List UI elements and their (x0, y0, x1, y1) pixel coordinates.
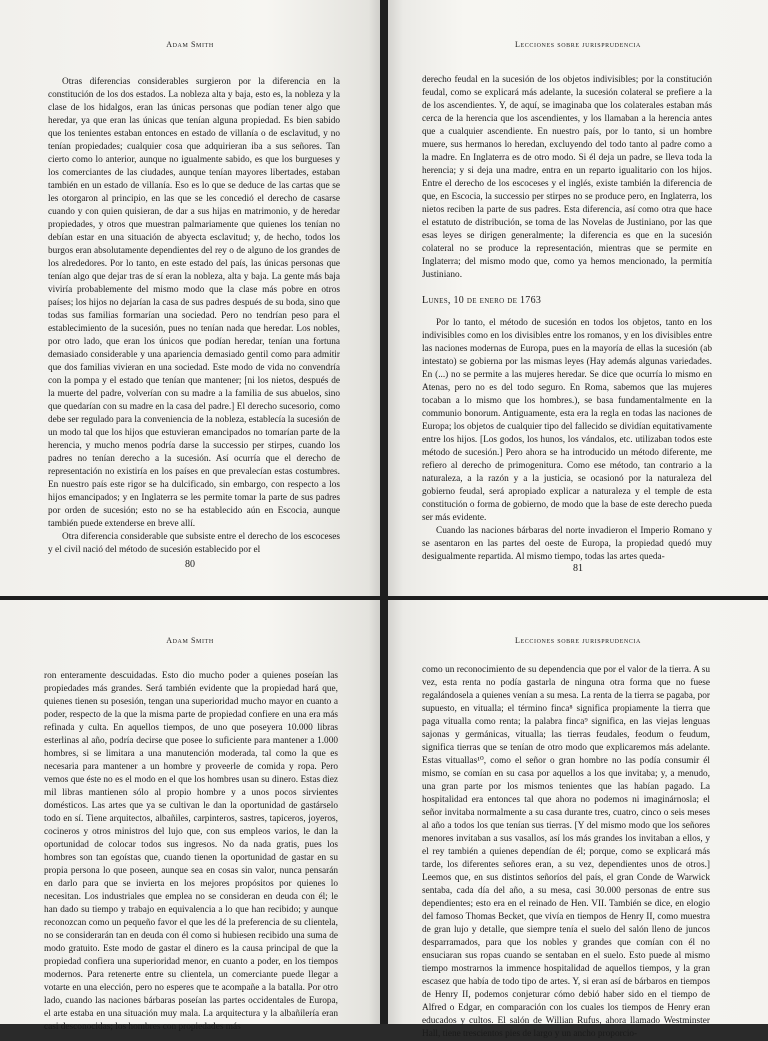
page-80 (0, 0, 380, 596)
running-head-right: Lecciones sobre jurisprudencia (515, 636, 641, 645)
paragraph: como un reconocimiento de su dependencia que por el valor de la tierra. A su vez, esta renta no podía gastarla de ninguna otra forma que no fuese regalándosela a quienes venían a su mesa. La renta de la tierra se pagaba, por supuesto, en vitualla; el término finca⁸ significa propiamente la tierra que paga vitualla como renta; la palabra finca⁹ significa, en las viejas lenguas sajonas y germánicas, vitualla; las tierras feudales, feodum o feudum, significa tierras que se tenían de otro modo que explicaremos más adelante. Estas vituallas¹⁰, como el señor o gran hombre no las podía consumir él mismo, se comían en su casa por aquellos a los que invitaba; y, a menudo, una gran parte por los mismos tenientes que las habían pagado. La hospitalidad era entonces tal que ahora no podemos ni imaginárnosla; el señor invitaba normalmente a su casa durante tres, cuatro, cinco o seis meses al año a todos los que tenían sus tierras. [Y del mismo modo que los señores menores invitaban a sus vasallos, así los más grandes los invitaban a ellos, y el rey también a quienes dependían de él; porque, como se explicará más tarde, los diferentes señores eran, a su vez, dependientes unos de otros.] Leemos que, en sus distintos señoríos del país, el gran Conde de Warwick sentaba, cada día del año, a su mesa, casi 30.000 personas de entre sus dependientes; esto era en el reinado de Hen. VII. También se dice, en elogio del famoso Thomas Becket, que vivía en tiempos de Henry II, como muestra de gran lujo y detalle, que siempre tenía el suelo del salón lleno de juncos desparramados, para que los nobles y grandes que comían con él no ensuciaran sus ropas cuando se sentaban en el suelo. Esto puede al mismo tiempo mostrarnos la immence hospitalidad de aquellos tiempos, y la gran escasez que había de todo tipo de artes. Y, si eran así de bárbaros en tiempos de Henry II, podemos conjeturar cómo debió haber sido en el tiempo de Alfred o Edgar, en comparación con los cuales los tiempos de Henry eran educados y cultos. El salón de Willian Rufus, ahora llamado Westminster Hall, tiene trescientos pies de largo y un ancho proporcio- (422, 665, 710, 1039)
page-83 (388, 600, 768, 1039)
paragraph: Otra diferencia considerable que subsiste entre el derecho de los escoceses y el civil nació del método de sucesión establecido por el (48, 532, 340, 555)
paragraph: Cuando las naciones bárbaras del norte invadieron el Imperio Romano y se asentaron en las partes del oeste de Europa, la propiedad quedó muy desigualmente repartida. Al mismo tiempo, todas las artes queda- (422, 526, 712, 562)
lecture-date-heading: Lunes, 10 de enero de 1763 (422, 295, 542, 306)
book-gutter (380, 0, 388, 1024)
page-body (388, 664, 768, 1041)
running-head-left: Adam Smith (166, 40, 214, 49)
running-head-right: Lecciones sobre jurisprudencia (515, 40, 641, 49)
paragraph: derecho feudal en la sucesión de los objetos indivisibles; por la constitución feudal, como se explicará más adelante, la sucesión colateral se prefiere a la de los ascendientes. Y, de aquí, se imaginaba que los colaterales estaban más cerca de la herencia que los ascendientes, y los llamaban a la herencia antes que a cualquier ascendiente. En nuestro país, por lo tanto, si un hombre muere, sus hermanos lo heredan, excluyendo del todo tanto al padre como a la madre. En Inglaterra es de otro modo. Si él deja un padre, se lleva toda la herencia; y si deja una madre, entra en un reparto igualitario con los hijos. Entre el derecho de los escoceses y el inglés, existe también la diferencia de que, en Escocia, la successio per stirpes no se produce pero, en Inglaterra, los nietos reciben la parte de sus padres. Esta diferencia, así como otra que hace el estatuto de distribución, se toma de las Novelas de Justiniano, por las que esas leyes se dirigen generalmente; la diferencia es que en la sucesión colateral no se produce la representación, mientras que se permite en Inglaterra; del mismo modo que, como ya hemos mencionado, la permitía Justiniano. (422, 75, 712, 280)
paragraph: Por lo tanto, el método de sucesión en todos los objetos, tanto en los indivisibles como en los divisibles entre los romanos, y en los divisibles entre las naciones modernas de Europa, pues en la mayoría de ellas la sucesión (ab intestato) se gobierna por las mismas leyes (Hay además algunas variedades. En (...) no se permite a las mujeres heredar. Se dice que ocurría lo mismo en Atenas, pero no es del todo seguro. En Roma, sabemos que las mujeres tocaban a lo mismo que los hombres.), se basa fundamentalmente en la communio bonorum. Antiguamente, esta era la regla en todas las naciones de Europa; los objetos de cualquier tipo del fallecido se dividían equitativamente entre los hijos. [Los godos, los hunos, los vándalos, etc. utilizaban todos este método de sucesión.] Pero ahora se ha introducido un método diferente, me refiero al derecho de primogenitura. Como ese método, tan contrario a la naturaleza, a la razón y a la justicia, se ocasionó por la naturaleza del gobierno feudal, será apropiado explicar a naturaleza y el temple de esta constitución o forma de gobierno, de modo que la base de este derecho pueda ser más evidente. (422, 318, 712, 523)
paragraph: ron enteramente descuidadas. Esto dio mucho poder a quienes poseían las propiedades más grandes. Será también evidente que la propiedad hará que, quienes tienen su posesión, tengan una superioridad mucho mayor en cuanto a poder, respecto de la que la misma parte de propiedad confiere en una era más refinada y culta. En aquellos tiempos, de uno que poseyera 10.000 libras esterlinas al año, podría decirse que posee lo suficiente para mantener a 1.000 hombres, si se limitara a una manutención moderada, tal como la que es necesaria para mantener a un hombre y proveerle de comida y ropa. Pero vemos que éste no es el modo en el que los hombres usan su dinero. Estas diez mil libras mantienen sólo al propio hombre y a unos pocos sirvientes domésticos. Las artes que ya se cultivan le dan la oportunidad de gastárselo todo en sí. Tiene arquitectos, albañiles, carpinteros, sastres, tapiceros, joyeros, cocineros y otros ministros del lujo que, con sus empleos varios, le dan la oportunidad de colocar todos sus ingresos. No da nada gratis, pues los hombres son tan egoístas que, cuando tienen la oportunidad de gastar en su propia persona lo que poseen, aunque sea en cosas sin valor, nunca pensarán en darlo para que se invierta en los mejores propósitos por quienes lo necesitan. Los industriales que emplea no se consideran en deuda con él; le han dado su tiempo y trabajo en equivalencia a lo que han recibido; y aunque reconozcan como un pequeño favor el que les dé la preferencia de su clientela, no se considerarán tan en deuda con él como si hubiesen recibido una suma de modo gratuito. Este modo de gastar el dinero es la causa principal de que la propiedad confiera una superioridad menor, en cuanto a poder, en los tiempos modernos. Para retenerte entre su clientela, un comerciante puede llegar a votarte en una elección, pero no esperes que te acompañe a la batalla. Por otro lado, cuando las naciones bárbaras poseían las partes occidentales de Europa, el arte estaba en una situación muy mala. La arquitectura y la albañilería eran casi desconocidas; los hombres con propiedades más (44, 671, 338, 1032)
page-81 (388, 0, 768, 596)
scan-divider (0, 596, 768, 600)
page-number: 80 (185, 559, 195, 570)
page-body (0, 670, 380, 1034)
paragraph: Otras diferencias considerables surgieron por la diferencia en la constitución de los dos estados. La nobleza alta y baja, esto es, la nobleza y la clase de los hidalgos, eran las únicas personas que podían tener algo que heredar, ya que eran las únicas que tenían alguna propiedad. Es bien sabido que los tenientes estaban entonces en estado de villanía o de esclavitud, y no tenían propiedades; cualquier cosa que adquirieran iba a sus señores. Tan cierto como lo anterior, aunque no igualmente sabido, es que los burgueses y los comerciantes de las ciudades, aunque tenían mayores libertades, estaban también en un estado de villanía. Eso es lo que se deduce de las cartas que se les otorgaron al principio, en las que se les concedió el derecho de casarse cuando y con quien quisieran, de dar a sus hijas en matrimonio, y de heredar propiedades, y otros que muestran palmariamente que quienes los tenían no debían estar en una situación de abyecta esclavitud; y, de hecho, todos los burgos eran absolutamente dependientes del rey o de alguno de los grandes de los alrededores. Por lo tanto, en este estado del país, las únicas personas que tenían algo que dejar tras de sí eran la nobleza, alta y baja. La gente más baja viviría probablemente del mismo modo que la clase más pobre en otros países; los hijos no dejarían la casa de sus padres después de su boda, sino que todas sus familias formarían una sociedad. Pero no tendrían peso para el establecimiento de la sucesión, pues no tenían nada que heredar. Los nobles, por otro lado, que eran los únicos que podían heredar, tenían una fortuna demasiado considerable y una apariencia demasiado gentil como para admitir que dos familias vivieran en una sociedad. Este modo de vida no convendría con la pompa y el estado que tenían que mantener; [ni los nietos, después de la muerte del padre, volverían con su madre a la familia de sus abuelos, sino que quedarían con su madre en la casa del padre.] El derecho sucesorio, como debe ser regulado para la conveniencia de la nobleza, establecía la sucesión de un modo tal que los hijos que estuvieran emancipados no tomarían parte de la herencia, y mucho menos podría darse la successio per stirpes, cuando los padres no tenían derecho a la sucesión. Así ocurría que el derecho de representación no existiría en los países en que prevalecían estas costumbres. En nuestro país este rigor se ha dulcificado, sin embargo, con respecto a los hijos emancipados; y en Inglaterra se les permite tomar la parte de sus padres por orden de sucesión; esto no se ha establecido aún en Escocia, aunque también puede extenderse en breve allí. (48, 77, 340, 529)
page-body (388, 74, 768, 564)
page-82 (0, 600, 380, 1032)
page-number: 81 (573, 563, 583, 574)
running-head-left: Adam Smith (166, 636, 214, 645)
page-body (0, 76, 380, 557)
